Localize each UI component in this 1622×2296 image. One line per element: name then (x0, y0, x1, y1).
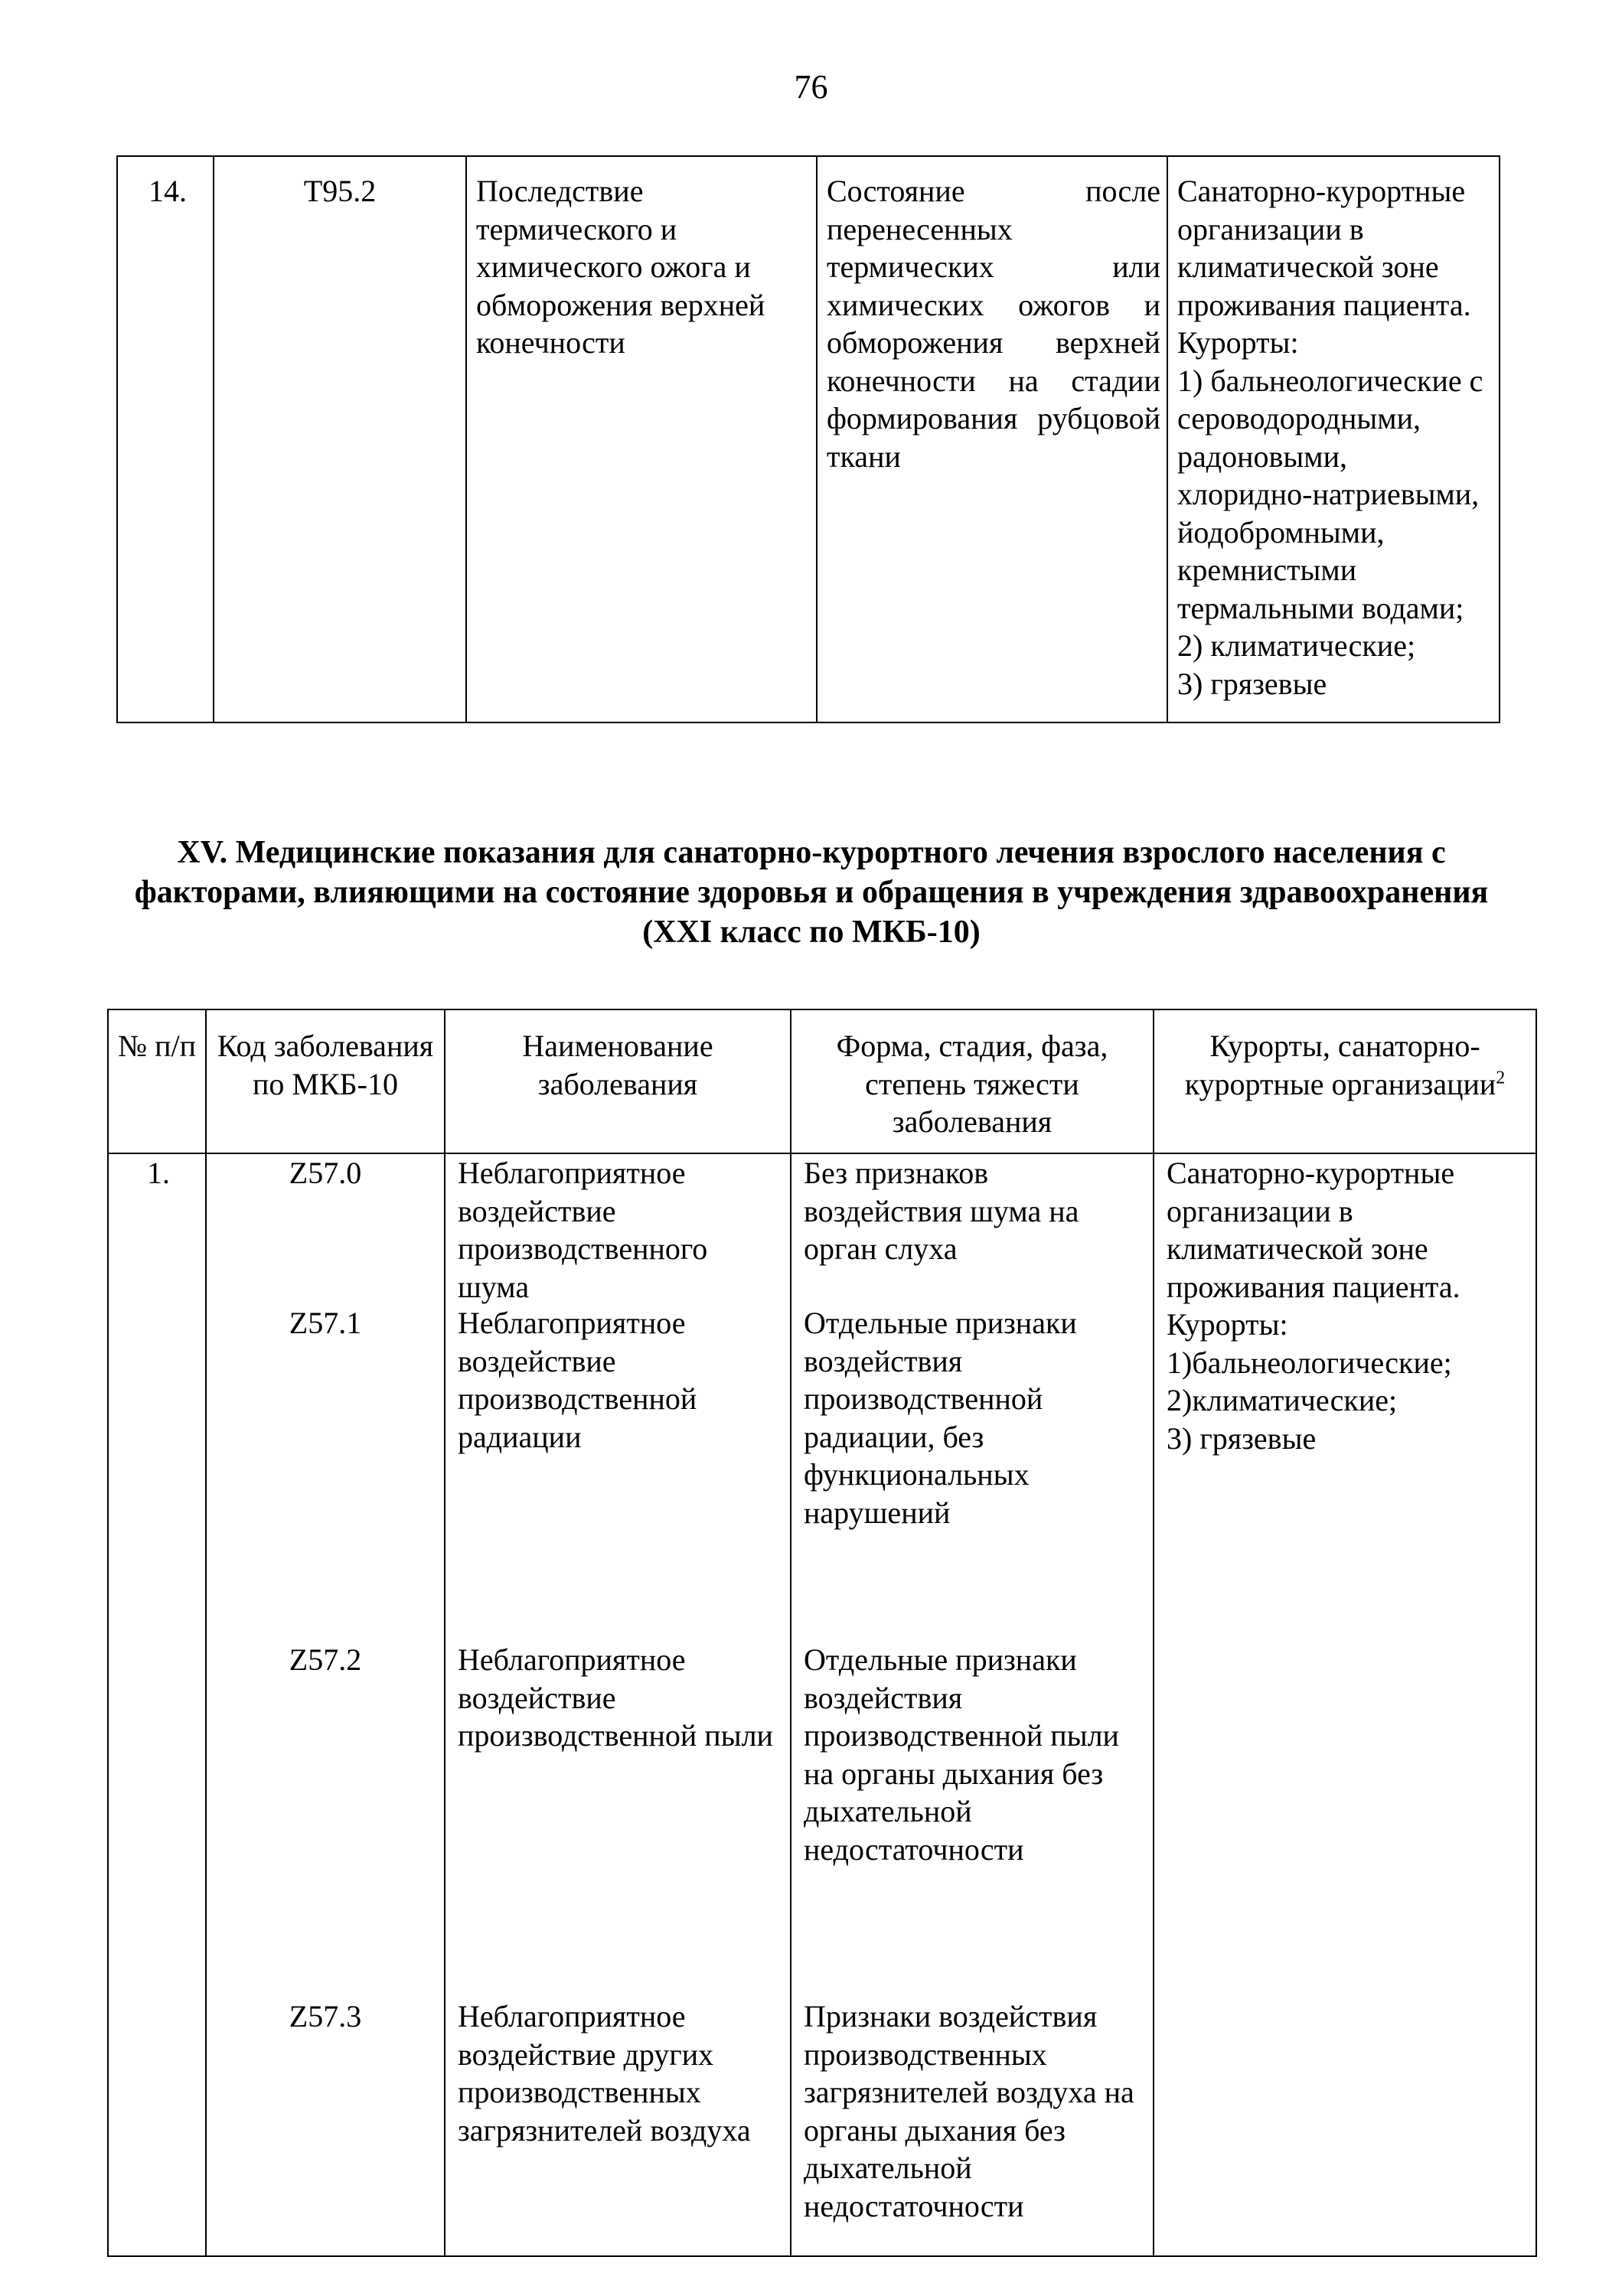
disease-code: T95.2 (214, 156, 466, 722)
forms-cell (791, 1153, 1154, 2256)
resort-list (1167, 156, 1500, 722)
section-title (84, 833, 1539, 952)
disease-code: Z57.2 (289, 1642, 362, 1677)
resort-line: 1) бальнеологические с (1177, 363, 1483, 398)
section-title-line: (XXI класс по МКБ-10) (642, 915, 981, 950)
disease-form: Отдельные признаки воздействия производственной радиации, без функциональных нарушений (804, 1306, 1077, 1530)
row-number: 1. (108, 1153, 206, 2256)
disease-name: Неблагоприятное воздействие других производственных загрязнителей воздуха (458, 1999, 751, 2148)
resort-line: термальными водами; (1177, 590, 1464, 625)
resort-line: 1)бальнеологические; (1167, 1345, 1452, 1380)
disease-code: Z57.0 (289, 1156, 362, 1190)
names-cell (445, 1153, 791, 2256)
resort-line: Санаторно-курортные (1167, 1156, 1455, 1190)
resort-line: климатической зоне (1177, 249, 1439, 284)
resort-line: проживания пациента. (1177, 287, 1471, 322)
header-name: Наименование заболевания (445, 1009, 791, 1153)
disease-name: Последствие термического и химического ожога и обморожения верхней конечности (466, 156, 817, 722)
codes-cell (206, 1153, 445, 2256)
resort-line: йодобромными, (1177, 514, 1385, 550)
resort-line: проживания пациента. (1167, 1269, 1460, 1304)
resort-line: 2) климатические; (1177, 628, 1416, 663)
resort-line: сероводородными, (1177, 401, 1421, 435)
resort-list (1154, 1153, 1536, 2256)
footnote-marker: 2 (1496, 1068, 1506, 1088)
disease-form: Состояние после перенесенных термических или химических ожогов и обморожения верхней конечности на стадии формирования рубцовой ткани (817, 156, 1167, 722)
resort-line: 3) грязевые (1177, 666, 1327, 701)
page-number: 76 (794, 68, 828, 106)
disease-code: Z57.1 (289, 1306, 362, 1340)
disease-name: Неблагоприятное воздействие производственной пыли (458, 1642, 773, 1753)
row-number: 14. (117, 156, 214, 722)
disease-code: Z57.3 (289, 1999, 362, 2033)
indications-table (107, 1009, 1537, 2257)
resort-line: радоновыми, (1177, 439, 1347, 474)
disease-name: Неблагоприятное воздействие производственной радиации (458, 1306, 697, 1454)
resort-line: Курорты: (1177, 325, 1299, 360)
table-row (117, 156, 1500, 722)
header-form: Форма, стадия, фаза, степень тяжести заболевания (791, 1009, 1154, 1153)
section-title-line: XV. Медицинские показания для санаторно-курортного лечения взрослого населения с (177, 835, 1446, 870)
disease-form: Отдельные признаки воздействия производственной пыли на органы дыхания без дыхательной недостаточности (804, 1642, 1119, 1867)
continuation-table (116, 155, 1500, 723)
disease-name: Неблагоприятное воздействие производственного шума (458, 1156, 708, 1304)
section-title-line: факторами, влияющими на состояние здоровья и обращения в учреждения здравоохранения (134, 875, 1489, 910)
header-resort (1154, 1009, 1536, 1153)
header-number: № п/п (108, 1009, 206, 1153)
disease-form: Без признаков воздействия шума на орган слуха (804, 1156, 1079, 1266)
resort-line: 3) грязевые (1167, 1420, 1317, 1456)
resort-line: организации в (1177, 211, 1364, 246)
header-code: Код заболевания по МКБ-10 (206, 1009, 445, 1153)
resort-line: хлоридно-натриевыми, (1177, 477, 1480, 511)
resort-line: климатической зоне (1167, 1231, 1428, 1266)
disease-form: Признаки воздействия производственных загрязнителей воздуха на органы дыхания без дыхательной недостаточности (804, 1999, 1134, 2223)
header-resort-text: Курорты, санаторно-курортные организации (1184, 1029, 1496, 1101)
resort-line: организации в (1167, 1193, 1353, 1228)
resort-line: Курорты: (1167, 1307, 1288, 1342)
resort-line: Санаторно-курортные (1177, 174, 1466, 208)
table-row (108, 1153, 1536, 2256)
table-header-row (108, 1009, 1536, 1153)
resort-line: 2)климатические; (1167, 1383, 1398, 1417)
resort-line: кремнистыми (1177, 553, 1357, 587)
